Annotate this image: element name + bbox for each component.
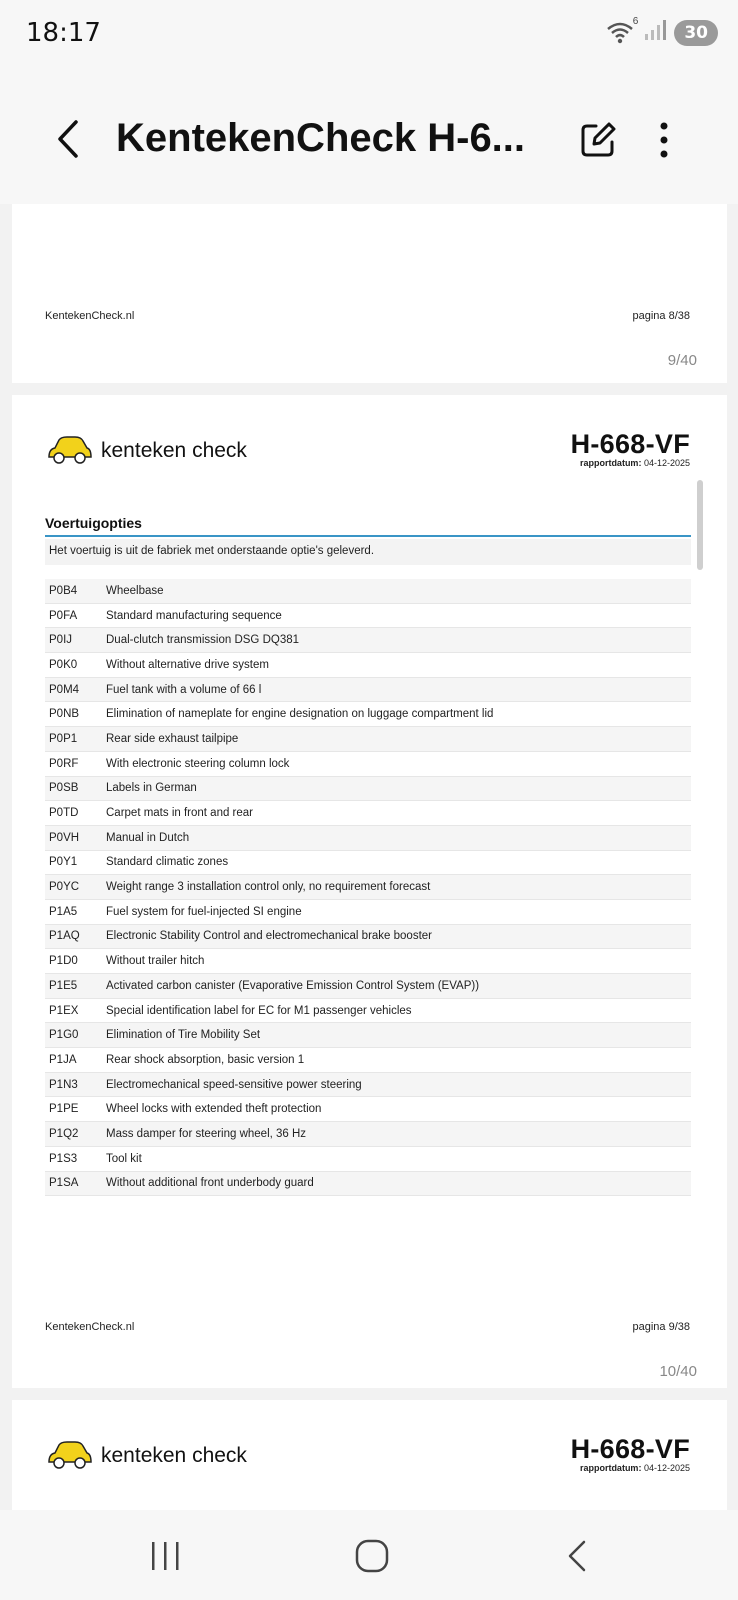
report-date-label: rapportdatum: — [579, 458, 642, 468]
option-description: Labels in German — [106, 782, 197, 795]
report-date-value: 04-12-2025 — [643, 458, 690, 468]
option-description: Special identification label for EC for M1 passenger vehicles — [106, 1004, 412, 1017]
option-row — [45, 727, 691, 752]
option-code: P0RF — [49, 757, 79, 770]
nav-back-button[interactable] — [560, 1538, 600, 1574]
pdf-page-10 — [12, 395, 727, 1388]
option-row — [45, 752, 691, 777]
more-options-button[interactable] — [654, 120, 674, 160]
status-time: 18:17 — [26, 18, 101, 48]
option-description: With electronic steering column lock — [106, 757, 290, 770]
section-intro: Het voertuig is uit de fabriek met onderstaande optie's geleverd. — [45, 539, 691, 565]
status-bar — [0, 0, 738, 72]
report-date — [571, 458, 690, 468]
kentekencheck-logo — [45, 1440, 247, 1472]
scroll-thumb[interactable] — [697, 480, 703, 570]
option-code: P1G0 — [49, 1029, 79, 1042]
option-code: P1A5 — [49, 905, 78, 918]
option-code: P1SA — [49, 1177, 79, 1190]
home-icon — [352, 1538, 392, 1574]
option-row — [45, 777, 691, 802]
option-row — [45, 678, 691, 703]
option-description: Manual in Dutch — [106, 831, 190, 844]
wifi-icon — [606, 15, 639, 46]
option-code: P0VH — [49, 831, 80, 844]
option-code: P0NB — [49, 708, 80, 721]
option-code: P1N3 — [49, 1078, 78, 1091]
option-row — [45, 579, 691, 604]
car-logo-icon — [45, 435, 93, 467]
page-footer-pagina: pagina 8/38 — [632, 310, 690, 322]
option-row — [45, 1172, 691, 1197]
option-code: P1AQ — [49, 930, 80, 943]
document-title: KentekenCheck H-6... — [116, 116, 526, 160]
option-description: Tool kit — [106, 1152, 142, 1165]
option-code: P1E5 — [49, 979, 78, 992]
page-number: 10/40 — [659, 1363, 697, 1380]
option-code: P1S3 — [49, 1152, 78, 1165]
option-code: P0SB — [49, 782, 79, 795]
option-row — [45, 949, 691, 974]
logo-text: kenteken check — [101, 1444, 247, 1467]
option-description: Electronic Stability Control and electromechanical brake booster — [106, 930, 432, 943]
option-description: Carpet mats in front and rear — [106, 807, 254, 820]
option-row — [45, 702, 691, 727]
option-description: Without trailer hitch — [106, 955, 205, 968]
option-row — [45, 974, 691, 999]
license-plate: H-668-VF — [570, 1434, 690, 1464]
report-date-label: rapportdatum: — [579, 1463, 642, 1473]
back-button[interactable] — [50, 114, 90, 164]
more-vert-icon — [654, 120, 674, 160]
option-description: Without additional front underbody guard — [106, 1177, 314, 1190]
option-row — [45, 801, 691, 826]
pdf-viewer[interactable] — [0, 204, 738, 1510]
back-arrow-icon — [50, 114, 90, 164]
option-description: Electromechanical speed-sensitive power steering — [106, 1078, 362, 1091]
status-icons — [606, 15, 718, 47]
section-divider — [45, 535, 691, 537]
option-description: Activated carbon canister (Evaporative Emission Control System (EVAP)) — [106, 979, 480, 992]
option-code: P1EX — [49, 1004, 79, 1017]
page-footer-site: KentekenCheck.nl — [45, 310, 135, 322]
option-description: Rear shock absorption, basic version 1 — [106, 1053, 305, 1066]
app-bar — [0, 72, 738, 204]
option-code: P0M4 — [49, 683, 80, 696]
option-code: P1PE — [49, 1103, 79, 1116]
option-code: P0YC — [49, 881, 80, 894]
option-row — [45, 1023, 691, 1048]
option-row — [45, 1122, 691, 1147]
report-date-value: 04-12-2025 — [643, 1463, 690, 1473]
option-description: Standard manufacturing sequence — [106, 609, 282, 622]
system-nav-bar — [0, 1510, 738, 1600]
option-description: Standard climatic zones — [106, 856, 229, 869]
signal-icon — [644, 18, 666, 47]
battery-badge: 30 — [674, 20, 718, 46]
option-row — [45, 826, 691, 851]
section-title: Voertuigopties — [45, 515, 142, 531]
pdf-page-9 — [12, 204, 727, 383]
option-code: P0FA — [49, 609, 78, 622]
car-logo-icon — [45, 1440, 93, 1472]
option-description: Fuel system for fuel-injected SI engine — [106, 905, 302, 918]
options-table — [45, 579, 691, 1196]
option-row — [45, 1147, 691, 1172]
option-row — [45, 1048, 691, 1073]
license-plate-block — [571, 1435, 690, 1473]
option-description: Fuel tank with a volume of 66 l — [106, 683, 262, 696]
option-code: P0Y1 — [49, 856, 78, 869]
pdf-page-11 — [12, 1400, 727, 1510]
option-description: Elimination of Tire Mobility Set — [106, 1029, 261, 1042]
option-description: Elimination of nameplate for engine designation on luggage compartment lid — [106, 708, 494, 721]
page-footer-site: KentekenCheck.nl — [45, 1321, 135, 1333]
logo-text: kenteken check — [101, 439, 247, 462]
option-row — [45, 1073, 691, 1098]
option-code: P0P1 — [49, 732, 78, 745]
option-row — [45, 628, 691, 653]
recent-apps-icon — [146, 1538, 186, 1574]
option-code: P0IJ — [49, 634, 73, 647]
option-code: P0B4 — [49, 584, 78, 597]
license-plate: H-668-VF — [570, 429, 690, 459]
home-button[interactable] — [352, 1538, 392, 1574]
page-footer-pagina: pagina 9/38 — [632, 1321, 690, 1333]
edit-icon — [578, 120, 618, 160]
option-code: P1D0 — [49, 955, 78, 968]
option-description: Mass damper for steering wheel, 36 Hz — [106, 1127, 307, 1140]
option-description: Weight range 3 installation control only, no requirement forecast — [106, 881, 431, 894]
option-row — [45, 653, 691, 678]
option-row — [45, 925, 691, 950]
option-code: P1JA — [49, 1053, 77, 1066]
option-row — [45, 875, 691, 900]
kentekencheck-logo — [45, 435, 247, 467]
license-plate-block — [571, 430, 690, 468]
edit-button[interactable] — [578, 120, 618, 160]
option-description: Rear side exhaust tailpipe — [106, 732, 239, 745]
option-code: P0K0 — [49, 658, 78, 671]
option-code: P1Q2 — [49, 1127, 79, 1140]
option-description: Without alternative drive system — [106, 658, 269, 671]
option-row — [45, 999, 691, 1024]
option-description: Dual-clutch transmission DSG DQ381 — [106, 634, 300, 647]
wifi-label: 6 — [632, 15, 639, 27]
nav-back-icon — [560, 1538, 600, 1574]
option-code: P0TD — [49, 807, 79, 820]
report-date — [571, 1463, 690, 1473]
option-row — [45, 604, 691, 629]
option-row — [45, 851, 691, 876]
option-description: Wheel locks with extended theft protection — [106, 1103, 322, 1116]
page-number: 9/40 — [667, 352, 697, 369]
option-description: Wheelbase — [106, 584, 164, 597]
option-row — [45, 900, 691, 925]
option-row — [45, 1097, 691, 1122]
recent-apps-button[interactable] — [146, 1538, 186, 1574]
